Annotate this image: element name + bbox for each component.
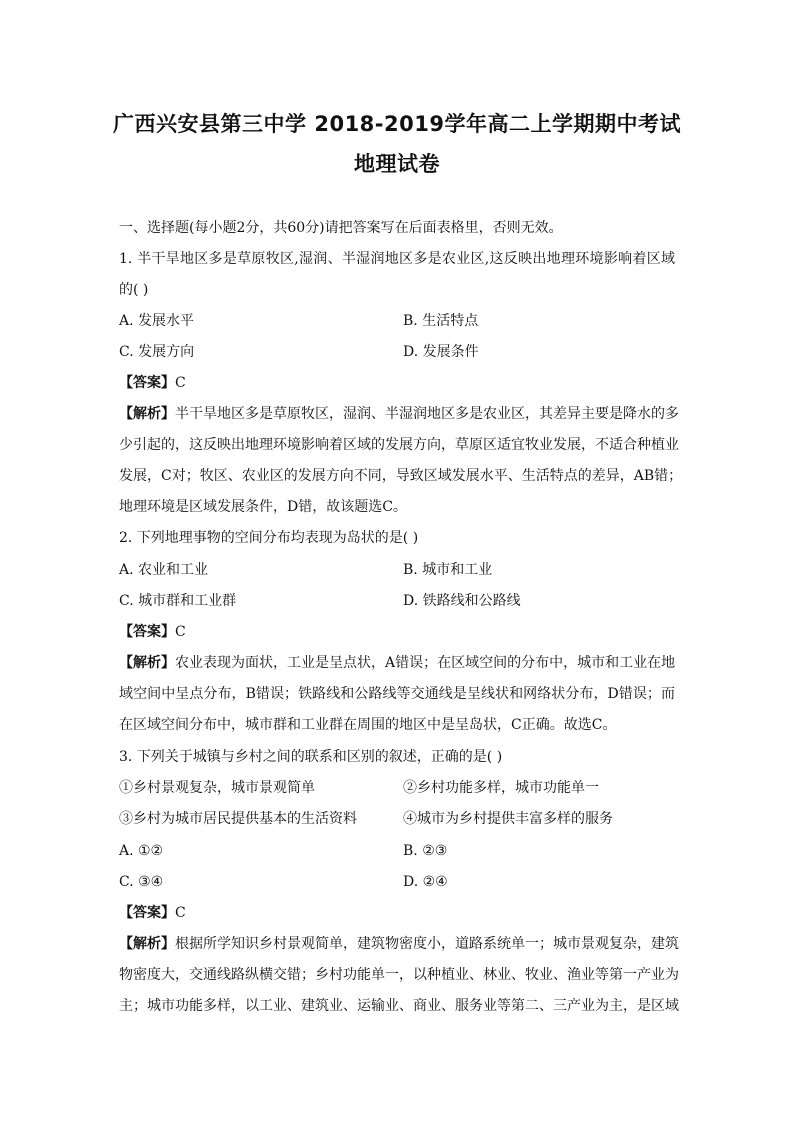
analysis-label: 【解析】: [119, 936, 175, 952]
q3-analysis-line-2: 物密度大，交通线路纵横交错；乡村功能单一，以种植业、林业、牧业、渔业等第一产业为: [119, 967, 679, 983]
q1-option-c: C. 发展方向: [119, 344, 195, 360]
q3-option-d: D. ②④: [403, 874, 448, 890]
q3-analysis-line-1: [119, 934, 679, 954]
q3-option-b: B. ②③: [403, 843, 448, 859]
q1-analysis-line-3: 发展，C对；牧区、农业区的发展方向不同，导致区域发展水平、生活特点的差异，AB错；: [119, 468, 683, 484]
answer-value: C: [175, 375, 186, 391]
q3-statement-3: ③乡村为城市居民提供基本的生活资料: [119, 811, 357, 827]
q1-analysis-line-4: 地理环境是区域发展条件，D错，故该题选C。: [119, 499, 407, 515]
q2-option-d: D. 铁路线和公路线: [403, 593, 521, 609]
q1-stem-line-1: 1. 半干旱地区多是草原牧区,湿润、半湿润地区多是农业区,这反映出地理环境影响着区域: [119, 251, 675, 267]
q2-option-b: B. 城市和工业: [403, 562, 493, 578]
q2-stem: 2. 下列地理事物的空间分布均表现为岛状的是( ): [119, 530, 419, 546]
q1-option-b: B. 生活特点: [403, 313, 479, 329]
q1-option-a: A. 发展水平: [119, 313, 195, 329]
answer-label: 【答案】: [119, 375, 175, 391]
analysis-text: 根据所学知识乡村景观简单，建筑物密度小，道路系统单一；城市景观复杂，建筑: [175, 936, 679, 952]
answer-label: 【答案】: [119, 905, 175, 921]
q1-stem-line-2: 的( ): [119, 282, 149, 298]
q1-analysis-line-1: [119, 404, 679, 424]
q3-stem: 3. 下列关于城镇与乡村之间的联系和区别的叙述，正确的是( ): [119, 749, 503, 765]
analysis-label: 【解析】: [119, 406, 175, 422]
q3-answer: [119, 903, 186, 923]
analysis-label: 【解析】: [119, 655, 175, 671]
answer-label: 【答案】: [119, 624, 175, 640]
q2-analysis-line-3: 在区域空间分布中，城市群和工业群在周围的地区中是呈岛状，C正确。故选C。: [119, 717, 617, 733]
q3-option-a: A. ①②: [119, 843, 164, 859]
analysis-text: 农业表现为面状，工业是呈点状，A错误；在区域空间的分布中，城市和工业在地: [175, 655, 676, 671]
q3-option-c: C. ③④: [119, 874, 164, 890]
q2-analysis-line-2: 域空间中呈点分布，B错误；铁路线和公路线等交通线是呈线状和网络状分布，D错误；而: [119, 686, 675, 702]
answer-value: C: [175, 905, 186, 921]
q1-analysis-line-2: 少引起的，这反映出地理环境影响着区域的发展方向，草原区适宜牧业发展，不适合种植业: [119, 437, 679, 453]
q3-analysis-line-3: 主；城市功能多样，以工业、建筑业、运输业、商业、服务业等第二、三产业为主，是区域: [119, 998, 679, 1014]
exam-title: 广西兴安县第三中学 2018-2019学年高二上学期期中考试: [113, 112, 681, 136]
exam-subject-title: 地理试卷: [354, 152, 440, 176]
q2-answer: [119, 622, 186, 642]
q2-analysis-line-1: [119, 653, 675, 673]
q3-statement-4: ④城市为乡村提供丰富多样的服务: [403, 811, 613, 827]
q1-option-d: D. 发展条件: [403, 344, 479, 360]
q1-answer: [119, 373, 186, 393]
section-instruction: 一、选择题(每小题2分，共60分)请把答案写在后面表格里，否则无效。: [119, 220, 563, 236]
q2-option-a: A. 农业和工业: [119, 562, 209, 578]
q2-option-c: C. 城市群和工业群: [119, 593, 237, 609]
q3-statement-2: ②乡村功能多样，城市功能单一: [403, 780, 599, 796]
answer-value: C: [175, 624, 186, 640]
analysis-text: 半干旱地区多是草原牧区，湿润、半湿润地区多是农业区，其差异主要是降水的多: [175, 406, 679, 422]
q3-statement-1: ①乡村景观复杂，城市景观简单: [119, 780, 315, 796]
